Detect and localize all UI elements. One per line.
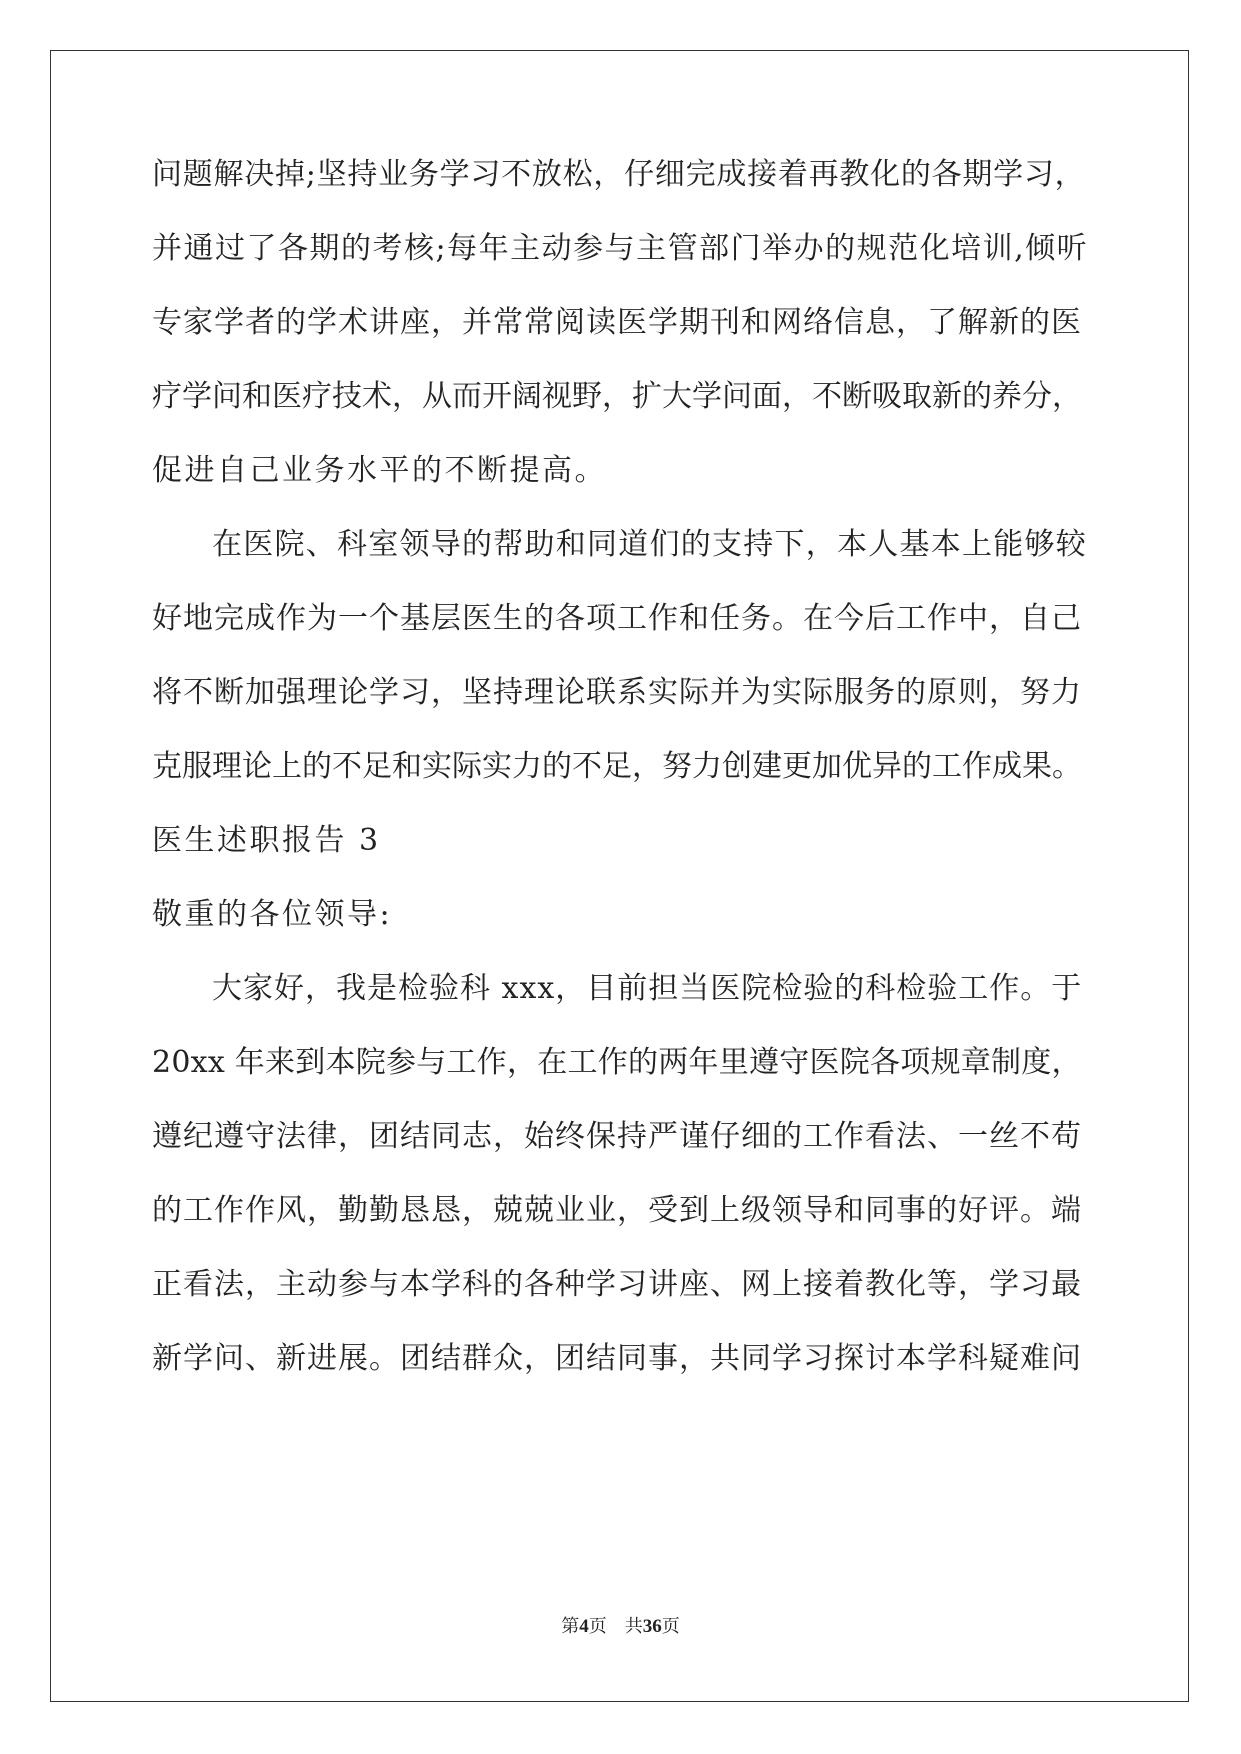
body-line-15: 的工作作风，勤勤恳恳，兢兢业业，受到上级领导和同事的好评。端: [152, 1193, 1082, 1228]
footer-total-suffix: 页: [661, 1616, 680, 1637]
body-line-6: 在医院、科室领导的帮助和同道们的支持下，本人基本上能够较: [212, 527, 1087, 562]
page-footer: [0, 1612, 1241, 1638]
footer-total-prefix: 共: [624, 1616, 643, 1637]
body-line-17: 新学问、新进展。团结群众，团结同事，共同学习探讨本学科疑难问: [152, 1341, 1082, 1376]
body-line-8: 将不断加强理论学习，坚持理论联系实际并为实际服务的原则，努力: [152, 675, 1082, 710]
section-heading: 医生述职报告 3: [152, 823, 381, 858]
body-line-9: 克服理论上的不足和实际实力的不足，努力创建更加优异的工作成果。: [152, 749, 1082, 784]
body-line-13: 20xx 年来到本院参与工作，在工作的两年里遵守医院各项规章制度，: [152, 1045, 1082, 1080]
body-line-5: 促进自己业务水平的不断提高。: [152, 453, 607, 488]
body-line-16: 正看法，主动参与本学科的各种学习讲座、网上接着教化等，学习最: [152, 1267, 1082, 1302]
body-line-14: 遵纪遵守法律，团结同志，始终保持严谨仔细的工作看法、一丝不苟: [152, 1119, 1082, 1154]
footer-page-prefix: 第: [561, 1616, 580, 1637]
body-line-7: 好地完成作为一个基层医生的各项工作和任务。在今后工作中，自己: [152, 601, 1082, 636]
body-line-2: 并通过了各期的考核;每年主动参与主管部门举办的规范化培训,倾听: [152, 231, 1089, 266]
footer-page-number: 4: [579, 1616, 589, 1637]
body-line-1: 问题解决掉;坚持业务学习不放松，仔细完成接着再教化的各期学习，: [152, 157, 1086, 192]
footer-page-suffix: 页: [588, 1616, 607, 1637]
body-line-4: 疗学问和医疗技术，从而开阔视野，扩大学问面，不断吸取新的养分，: [152, 379, 1082, 414]
body-line-12: 大家好，我是检验科 xxx，目前担当医院检验的科检验工作。于: [212, 971, 1083, 1006]
page-border: [50, 50, 1189, 1702]
salutation: 敬重的各位领导:: [152, 897, 393, 932]
footer-total-pages: 36: [642, 1616, 662, 1637]
body-line-3: 专家学者的学术讲座，并常常阅读医学期刊和网络信息，了解新的医: [152, 305, 1082, 340]
